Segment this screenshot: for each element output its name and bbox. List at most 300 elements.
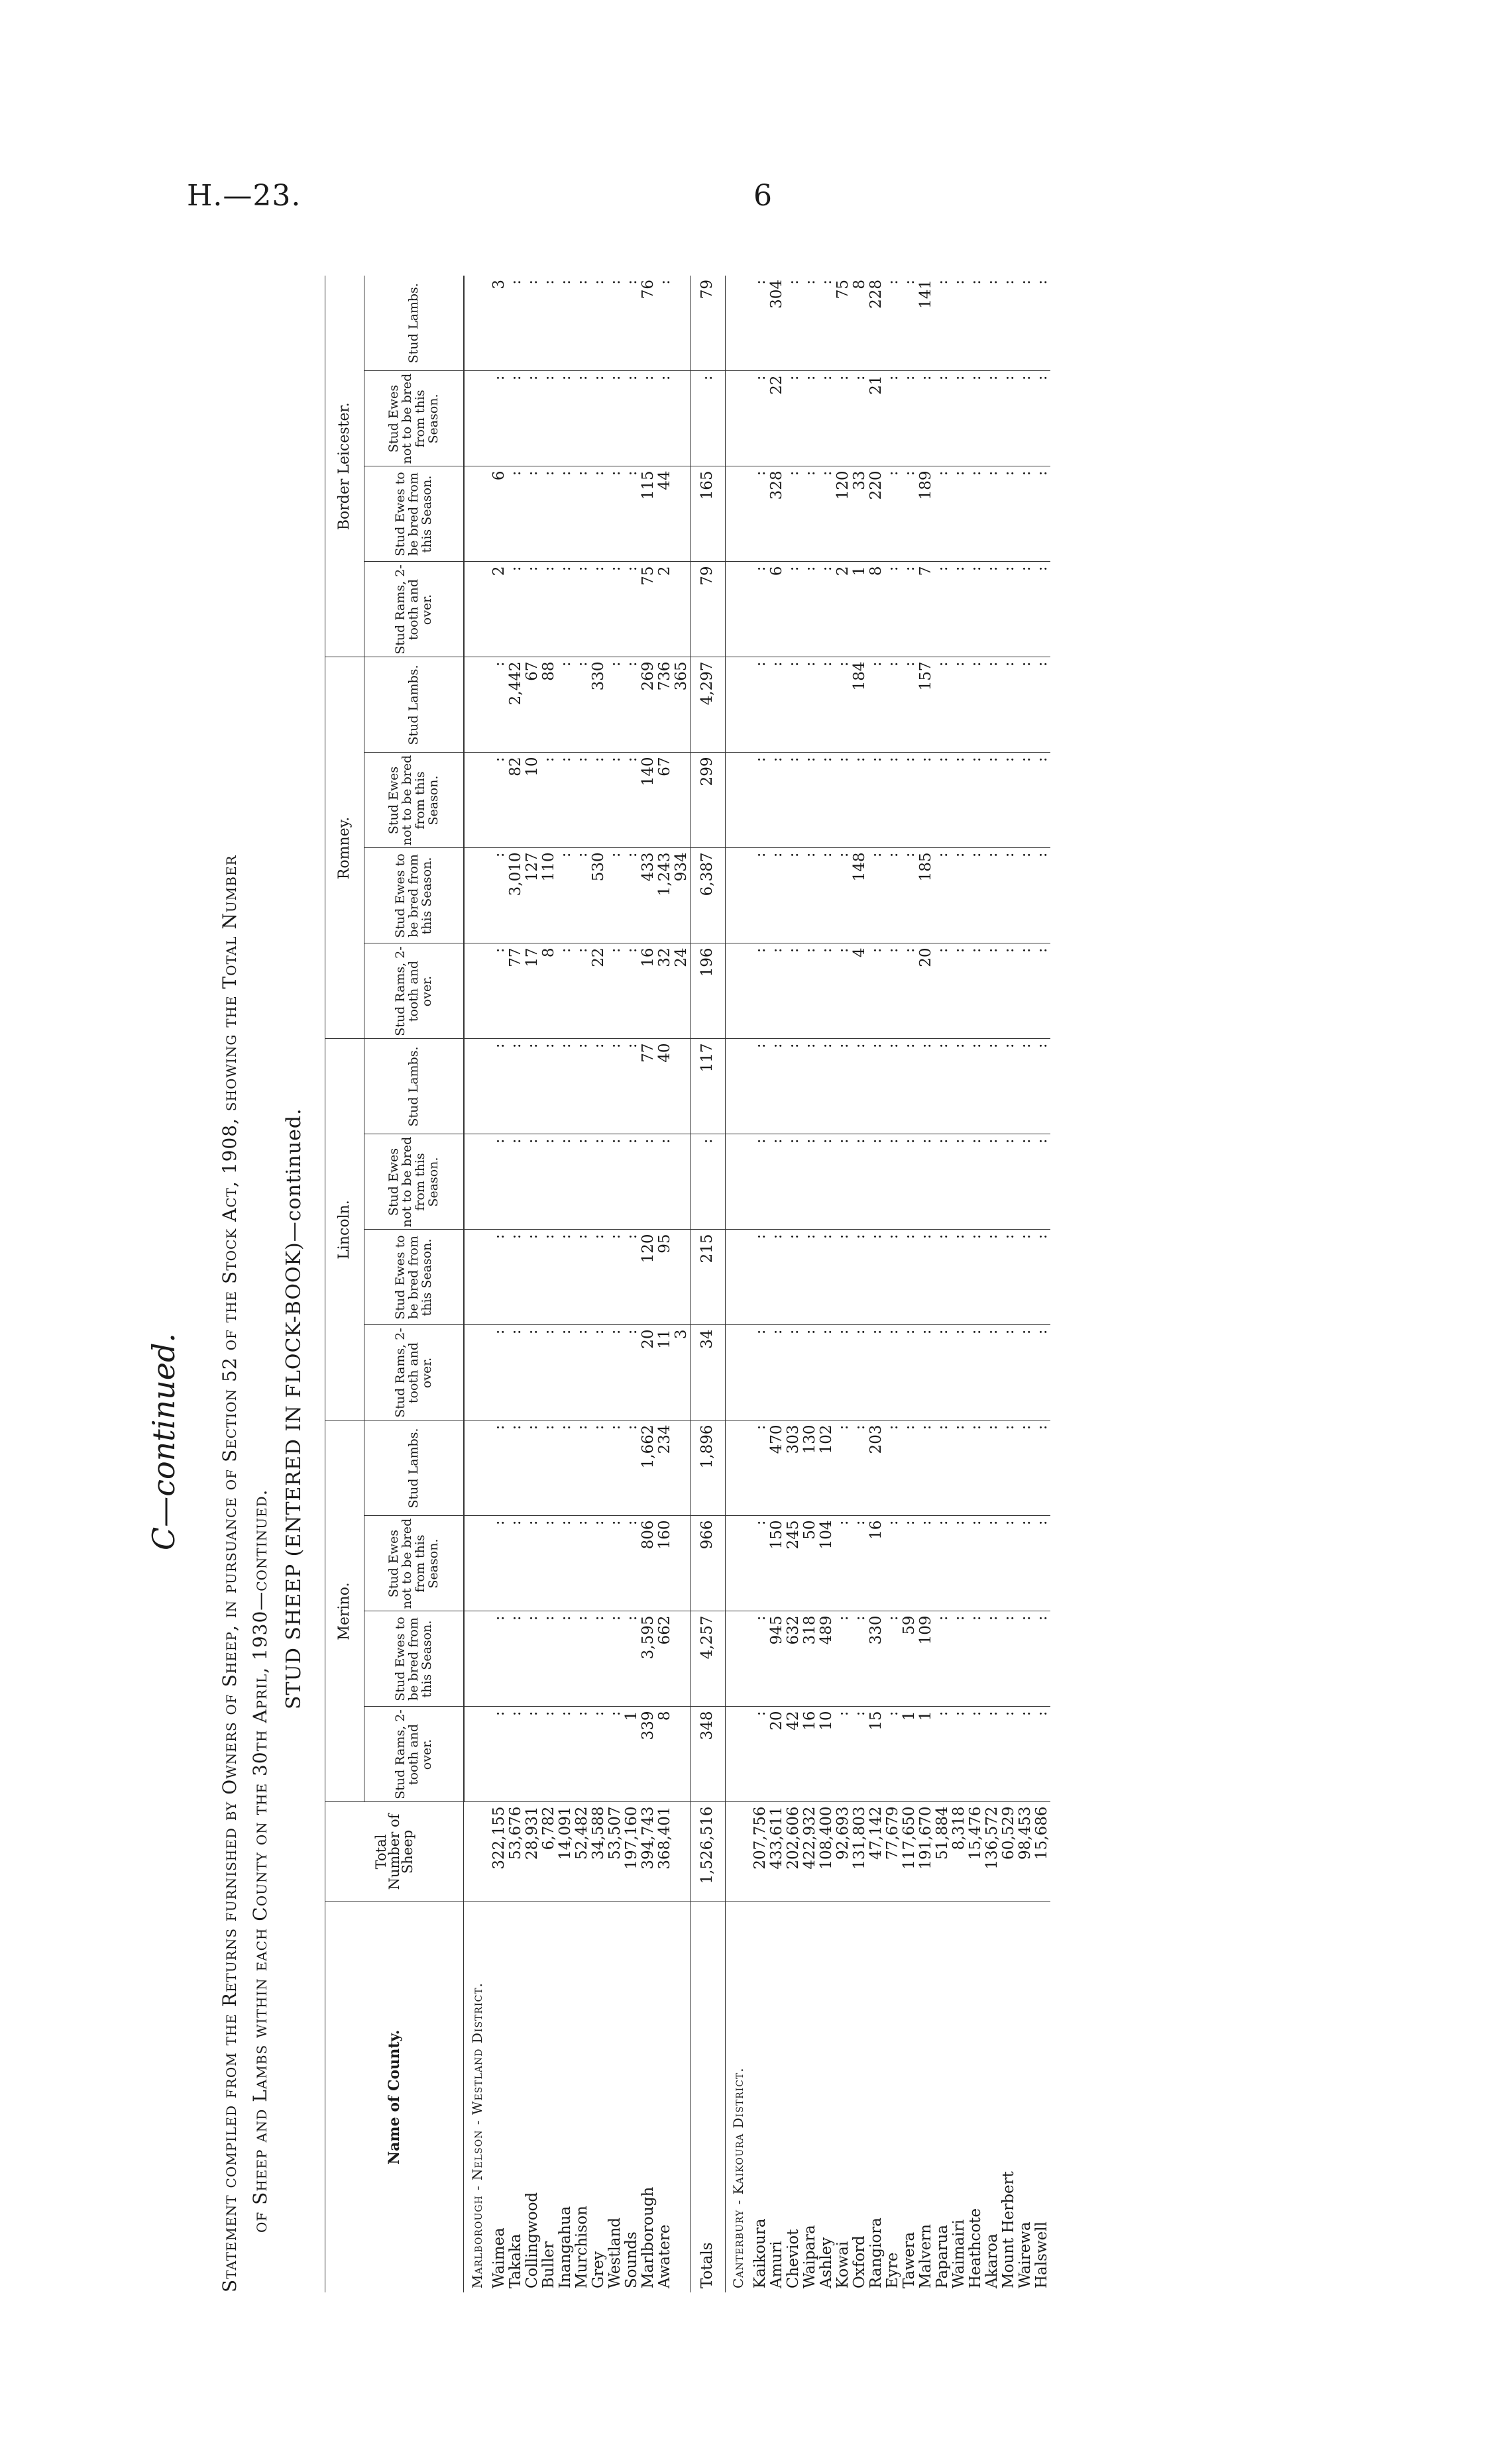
table-cell: Marlborough - Nelson - Westland District.	[469, 1982, 485, 2288]
table-cell: :	[901, 1134, 918, 1230]
table-cell: :	[491, 943, 508, 1039]
table-cell: :	[852, 1134, 868, 1230]
table-cell: 150	[769, 1516, 785, 1611]
table-cell: :	[885, 371, 901, 466]
table-cell: Westland	[606, 2217, 624, 2288]
table-cell: :	[624, 943, 640, 1039]
table-cell: :	[752, 1134, 769, 1230]
table-cell: :	[835, 657, 852, 753]
table-cell: :	[818, 1134, 835, 1230]
table-cell	[673, 1611, 691, 1707]
table-cell: 20	[918, 943, 934, 1039]
table-cell: :	[524, 1134, 541, 1230]
table-cell: :	[901, 1516, 918, 1611]
table-cell: :	[835, 1420, 852, 1516]
table-cell	[725, 1039, 752, 1134]
table-cell: :	[508, 1420, 524, 1516]
table-cell: :	[557, 1134, 574, 1230]
table-cell	[464, 1611, 491, 1707]
table-cell: :	[607, 562, 624, 657]
table-cell: :	[574, 371, 590, 466]
table-cell: :	[607, 1230, 624, 1325]
table-cell: :	[541, 371, 557, 466]
table-cell: 120	[835, 466, 852, 562]
table-cell: 2	[657, 562, 673, 657]
table-cell: :	[968, 562, 984, 657]
table-cell: :	[541, 1134, 557, 1230]
table-cell: :	[984, 1039, 1001, 1134]
table-cell: :	[624, 1325, 640, 1420]
table-cell: 433	[640, 848, 657, 943]
table-cell: :	[624, 1230, 640, 1325]
table-cell: :	[934, 1134, 951, 1230]
table-cell: :	[574, 1420, 590, 1516]
table-cell: 6,387	[690, 848, 725, 943]
table-cell: :	[752, 848, 769, 943]
table-cell: :	[885, 1039, 901, 1134]
table-cell: :	[624, 1611, 640, 1707]
header-total: Total Number of Sheep	[325, 1802, 464, 1902]
table-cell: 32	[657, 943, 673, 1039]
table-cell: :	[557, 1230, 574, 1325]
table-cell: :	[752, 1516, 769, 1611]
table-cell: :	[590, 1707, 607, 1802]
table-cell: :	[1001, 1707, 1017, 1802]
table-cell: 2,442	[508, 657, 524, 753]
table-cell: :	[1034, 943, 1050, 1039]
table-cell: :	[574, 276, 590, 371]
table-cell: :	[752, 562, 769, 657]
table-cell: :	[607, 1134, 624, 1230]
table-cell: 1,243	[657, 848, 673, 943]
table-cell	[673, 1039, 691, 1134]
table-cell: Halswell	[1032, 2222, 1050, 2288]
table-cell: 15,476	[968, 1802, 984, 1902]
table-cell: :	[868, 848, 885, 943]
table-cell: :	[934, 848, 951, 943]
table-cell: :	[574, 943, 590, 1039]
district-row	[464, 276, 491, 2292]
table-cell: 92,693	[835, 1802, 852, 1902]
table-cell: :	[852, 753, 868, 848]
table-cell: :	[624, 657, 640, 753]
table-cell: :	[901, 1039, 918, 1134]
table-cell: 189	[918, 466, 934, 562]
table-cell: :	[984, 1516, 1001, 1611]
table-cell: :	[934, 753, 951, 848]
table-row	[1001, 276, 1017, 2292]
table-cell	[725, 1230, 752, 1325]
table-cell: :	[785, 562, 802, 657]
table-cell: :	[541, 753, 557, 848]
table-cell: :	[852, 1325, 868, 1420]
section-heading: C—continued.	[146, 1332, 182, 1550]
table-cell: :	[951, 753, 968, 848]
table-row	[785, 276, 802, 2292]
table-cell: :	[752, 657, 769, 753]
table-cell: :	[934, 657, 951, 753]
table-cell: :	[802, 1325, 818, 1420]
table-cell: :	[1017, 943, 1034, 1039]
table-cell: :	[984, 562, 1001, 657]
table-cell: :	[607, 1611, 624, 1707]
table-cell	[673, 276, 691, 371]
table-cell: 79	[690, 276, 725, 371]
table-cell: :	[624, 466, 640, 562]
table-row	[574, 276, 590, 2292]
table-cell: :	[607, 657, 624, 753]
table-cell: Malvern	[916, 2223, 934, 2288]
table-cell: :	[752, 753, 769, 848]
table-cell: :	[868, 1039, 885, 1134]
table-cell	[725, 466, 752, 562]
table-cell: :	[785, 1230, 802, 1325]
table-cell: :	[541, 1611, 557, 1707]
table-cell: :	[984, 848, 1001, 943]
table-cell: :	[818, 657, 835, 753]
table-row	[541, 276, 557, 2292]
subheader-cell: Stud Lambs.	[364, 1420, 464, 1516]
table-cell: Wairewa	[1016, 2222, 1034, 2288]
stud-sheep-table	[325, 276, 1050, 2292]
table-cell: :	[769, 943, 785, 1039]
table-cell: 104	[818, 1516, 835, 1611]
table-cell	[464, 1802, 491, 1902]
table-cell: :	[590, 562, 607, 657]
table-cell: :	[1017, 657, 1034, 753]
table-row	[818, 276, 835, 2292]
table-cell: :	[508, 1134, 524, 1230]
table-cell: Sounds	[622, 2231, 640, 2288]
table-cell: :	[802, 371, 818, 466]
table-cell: :	[818, 943, 835, 1039]
table-cell: 117	[690, 1039, 725, 1134]
table-cell: :	[1034, 562, 1050, 657]
table-cell: :	[574, 657, 590, 753]
table-cell: :	[1034, 1230, 1050, 1325]
table-cell: 1	[918, 1707, 934, 1802]
table-cell: :	[918, 371, 934, 466]
table-cell: :	[557, 943, 574, 1039]
table-cell: :	[657, 371, 673, 466]
table-cell: :	[802, 466, 818, 562]
table-cell: :	[918, 1230, 934, 1325]
table-cell: :	[607, 1325, 624, 1420]
table-cell: 6,782	[541, 1802, 557, 1902]
table-cell: Cheviot	[784, 2229, 802, 2288]
table-cell: 3,595	[640, 1611, 657, 1707]
table-cell: :	[968, 1134, 984, 1230]
table-cell: 3	[491, 276, 508, 371]
table-cell: :	[802, 1230, 818, 1325]
table-cell: 394,743	[640, 1802, 657, 1902]
table-row	[1034, 276, 1050, 2292]
table-cell: :	[785, 1134, 802, 1230]
table-cell: 14,091	[557, 1802, 574, 1902]
table-cell: :	[934, 1516, 951, 1611]
table-cell: :	[508, 1325, 524, 1420]
table-cell: :	[557, 276, 574, 371]
table-cell: 8	[852, 276, 868, 371]
table-cell: 67	[524, 657, 541, 753]
table-cell: :	[818, 1039, 835, 1134]
table-cell: :	[1034, 1420, 1050, 1516]
table-cell: :	[1017, 466, 1034, 562]
table-cell: :	[557, 371, 574, 466]
running-head-left: H.—23.	[187, 179, 302, 213]
table-cell: :	[491, 1134, 508, 1230]
table-cell: :	[984, 1325, 1001, 1420]
table-cell: 8	[657, 1707, 673, 1802]
table-cell: :	[984, 371, 1001, 466]
table-cell	[464, 848, 491, 943]
table-cell: :	[1001, 1516, 1017, 1611]
table-cell: :	[1034, 466, 1050, 562]
table-cell: 806	[640, 1516, 657, 1611]
table-cell: :	[1017, 562, 1034, 657]
table-cell: 1,526,516	[690, 1802, 725, 1902]
table-cell: :	[1017, 1611, 1034, 1707]
table-cell	[464, 753, 491, 848]
rotated-page	[146, 265, 1385, 2292]
table-cell: 2	[835, 562, 852, 657]
table-cell: :	[508, 371, 524, 466]
table-cell: :	[818, 371, 835, 466]
table-cell: :	[1034, 848, 1050, 943]
table-cell	[673, 562, 691, 657]
table-cell: :	[541, 1707, 557, 1802]
table-cell: :	[918, 1134, 934, 1230]
table-cell: :	[901, 562, 918, 657]
table-cell: 197,160	[624, 1802, 640, 1902]
table-row	[607, 276, 624, 2292]
table-cell: :	[968, 276, 984, 371]
table-row	[752, 276, 769, 2292]
table-cell: :	[885, 753, 901, 848]
table-cell: :	[508, 276, 524, 371]
table-cell: :	[1034, 753, 1050, 848]
table-cell: :	[607, 371, 624, 466]
subheader-cell: Stud Rams, 2-tooth and over.	[364, 562, 464, 657]
table-cell: :	[607, 848, 624, 943]
table-cell: 34	[690, 1325, 725, 1420]
table-cell: :	[1034, 1325, 1050, 1420]
table-cell: 736	[657, 657, 673, 753]
table-cell: :	[557, 1325, 574, 1420]
table-cell: :	[835, 848, 852, 943]
table-cell: 196	[690, 943, 725, 1039]
table-cell: Ashley	[817, 2237, 835, 2288]
table-cell: 77,679	[885, 1802, 901, 1902]
table-cell: :	[835, 1707, 852, 1802]
table-cell: :	[607, 1707, 624, 1802]
table-cell: :	[951, 1325, 968, 1420]
table-cell: 470	[769, 1420, 785, 1516]
table-cell: :	[968, 753, 984, 848]
table-cell: :	[885, 562, 901, 657]
table-cell: :	[885, 1611, 901, 1707]
table-cell: :	[868, 1325, 885, 1420]
table-cell: :	[818, 276, 835, 371]
table-cell: :	[968, 943, 984, 1039]
table-cell: :	[541, 1516, 557, 1611]
table-cell: 269	[640, 657, 657, 753]
table-cell: 207,756	[752, 1802, 769, 1902]
table-cell: :	[590, 466, 607, 562]
table-cell: :	[835, 371, 852, 466]
table-cell: :	[868, 1134, 885, 1230]
table-cell	[725, 848, 752, 943]
table-cell: 148	[852, 848, 868, 943]
table-cell: :	[901, 466, 918, 562]
table-cell: 110	[541, 848, 557, 943]
table-cell	[464, 657, 491, 753]
table-cell: :	[524, 1707, 541, 1802]
table-cell: :	[574, 466, 590, 562]
table-cell: Mount Herbert	[999, 2171, 1017, 2288]
table-cell	[464, 466, 491, 562]
table-cell: 299	[690, 753, 725, 848]
table-cell: :	[934, 1611, 951, 1707]
table-cell: :	[574, 1325, 590, 1420]
table-cell: :	[574, 1230, 590, 1325]
table-cell: :	[968, 1325, 984, 1420]
table-cell: :	[1001, 1039, 1017, 1134]
table-cell: :	[951, 466, 968, 562]
table-cell: :	[607, 943, 624, 1039]
table-cell: :	[524, 1039, 541, 1134]
table-cell: 52,482	[574, 1802, 590, 1902]
table-cell: :	[1017, 371, 1034, 466]
table-cell: Takaka	[506, 2233, 524, 2288]
table-cell: :	[1034, 1516, 1050, 1611]
header-lincoln: Lincoln.	[325, 1039, 364, 1420]
table-cell: :	[785, 943, 802, 1039]
table-cell	[673, 1230, 691, 1325]
title-line-2: of Sheep and Lambs within each County on the 30th April, 1930—continued.	[249, 1489, 271, 2233]
table-cell: :	[640, 371, 657, 466]
header-county: Name of County.	[325, 1902, 464, 2292]
table-cell: :	[984, 1230, 1001, 1325]
table-cell: :	[557, 1039, 574, 1134]
table-cell: :	[1034, 1707, 1050, 1802]
table-cell: 76	[640, 276, 657, 371]
table-cell: :	[835, 1516, 852, 1611]
table-row	[673, 276, 691, 2292]
table-cell: :	[1034, 371, 1050, 466]
table-cell: :	[624, 1039, 640, 1134]
table-cell: 51,884	[934, 1802, 951, 1902]
table-cell: :	[574, 562, 590, 657]
table-cell: 489	[818, 1611, 835, 1707]
subheader-cell: Stud Ewes to be bred from this Season.	[364, 466, 464, 562]
table-cell: 60,529	[1001, 1802, 1017, 1902]
table-cell: 53,507	[607, 1802, 624, 1902]
table-cell: 1,896	[690, 1420, 725, 1516]
table-cell: 47,142	[868, 1802, 885, 1902]
table-cell: 102	[818, 1420, 835, 1516]
table-cell: :	[951, 562, 968, 657]
table-cell: :	[1001, 1325, 1017, 1420]
table-cell: :	[524, 562, 541, 657]
table-cell: :	[624, 753, 640, 848]
table-cell	[725, 1611, 752, 1707]
table-cell: :	[934, 1325, 951, 1420]
table-cell: :	[574, 1134, 590, 1230]
table-cell: :	[1001, 943, 1017, 1039]
table-cell: :	[1034, 1134, 1050, 1230]
table-cell: :	[607, 1516, 624, 1611]
table-cell: 42	[785, 1707, 802, 1802]
table-cell	[725, 1134, 752, 1230]
table-cell: 662	[657, 1611, 673, 1707]
table-cell: :	[951, 1039, 968, 1134]
table-cell: :	[1001, 657, 1017, 753]
table-cell: :	[901, 1420, 918, 1516]
table-cell: :	[491, 1420, 508, 1516]
table-cell: 184	[852, 657, 868, 753]
table-cell: 20	[769, 1707, 785, 1802]
table-cell: 20	[640, 1325, 657, 1420]
table-cell: 117,650	[901, 1802, 918, 1902]
table-cell: :	[508, 1707, 524, 1802]
table-cell: 34,588	[590, 1802, 607, 1902]
table-cell: :	[541, 466, 557, 562]
table-cell: Oxford	[850, 2235, 868, 2288]
table-cell: 365	[673, 657, 691, 753]
table-cell: 8,318	[951, 1802, 968, 1902]
subheader-cell: Stud Ewes not to be bred from this Season.	[364, 1516, 464, 1611]
table-cell: :	[785, 1039, 802, 1134]
table-cell: :	[590, 371, 607, 466]
table-cell: :	[885, 1134, 901, 1230]
table-cell: Kaikoura	[751, 2218, 769, 2288]
table-cell: :	[541, 276, 557, 371]
table-cell: :	[769, 753, 785, 848]
table-cell: 33	[852, 466, 868, 562]
table-cell: :	[557, 1420, 574, 1516]
table-cell: :	[951, 1516, 968, 1611]
table-cell: :	[752, 1611, 769, 1707]
table-cell: :	[802, 657, 818, 753]
table-cell: :	[690, 1134, 725, 1230]
table-cell: 215	[690, 1230, 725, 1325]
table-cell: :	[752, 466, 769, 562]
table-cell: 8	[868, 562, 885, 657]
table-cell: :	[984, 1611, 1001, 1707]
table-cell: 6	[491, 466, 508, 562]
table-cell: :	[524, 276, 541, 371]
table-cell: :	[1034, 276, 1050, 371]
table-cell: 21	[868, 371, 885, 466]
table-cell: 79	[690, 562, 725, 657]
table-cell: :	[934, 1707, 951, 1802]
table-cell: :	[885, 1707, 901, 1802]
table-cell: :	[934, 562, 951, 657]
table-cell: :	[624, 371, 640, 466]
table-cell: :	[968, 466, 984, 562]
table-cell: :	[769, 848, 785, 943]
table-cell: Akaroa	[983, 2233, 1001, 2288]
table-row	[508, 276, 524, 2292]
table-cell: 88	[541, 657, 557, 753]
table-cell: :	[769, 657, 785, 753]
table-cell: 109	[918, 1611, 934, 1707]
table-cell: :	[984, 1134, 1001, 1230]
table-row	[491, 276, 508, 2292]
table-cell: 202,606	[785, 1802, 802, 1902]
table-cell: 2	[491, 562, 508, 657]
